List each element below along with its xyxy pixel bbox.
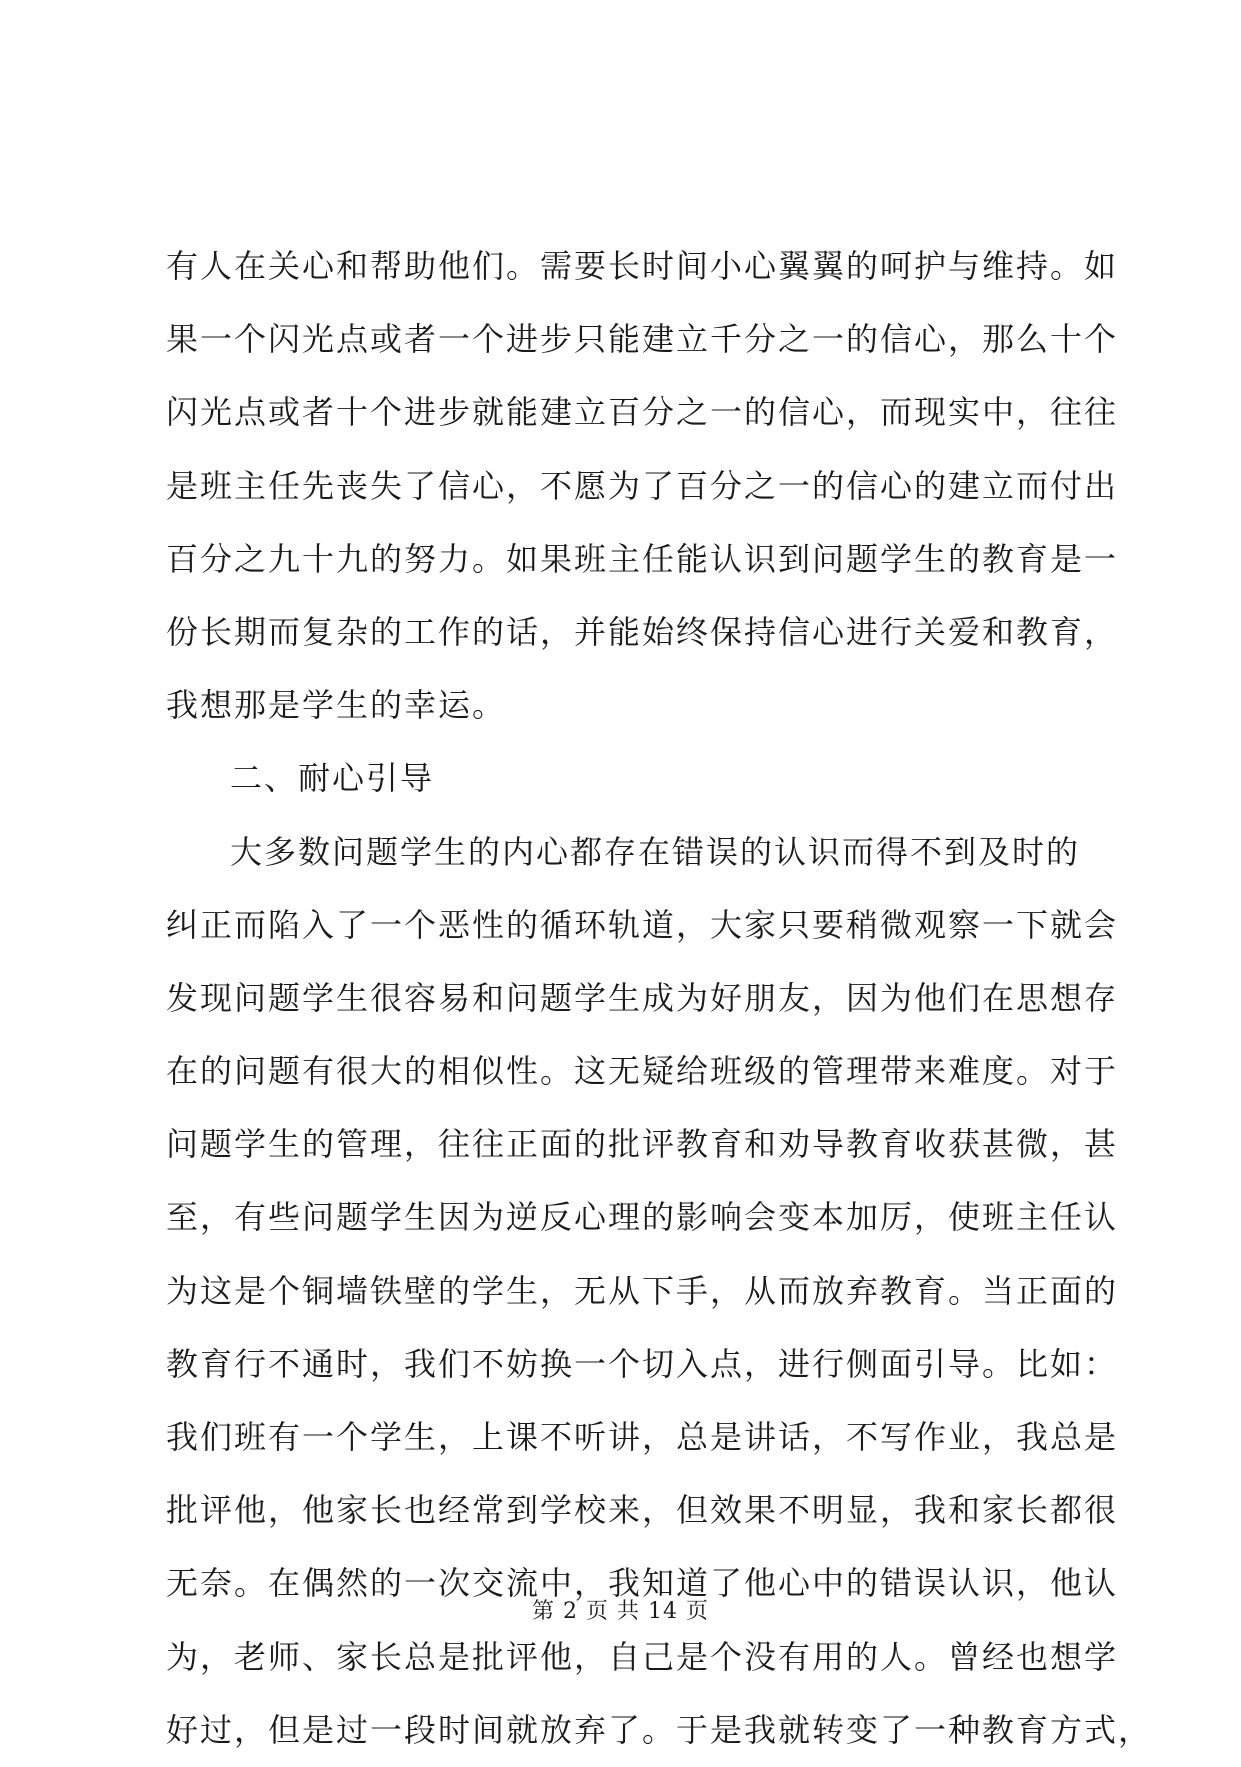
text-line: 问题学生的管理，往往正面的批评教育和劝导教育收获甚微，甚 <box>166 1125 1119 1164</box>
text-line: 教育行不通时，我们不妨换一个切入点，进行侧面引导。比如： <box>166 1344 1119 1383</box>
body-text <box>166 230 1153 1767</box>
section-heading: 二、耐心引导 <box>230 759 435 798</box>
text-line: 我想那是学生的幸运。 <box>166 686 507 725</box>
text-line: 闪光点或者十个进步就能建立百分之一的信心，而现实中，往往 <box>166 393 1119 432</box>
text-line: 为这是个铜墙铁壁的学生，无从下手，从而放弃教育。当正面的 <box>166 1271 1119 1310</box>
text-line: 纠正而陷入了一个恶性的循环轨道，大家只要稍微观察一下就会 <box>166 905 1119 944</box>
text-line: 大多数问题学生的内心都存在错误的认识而得不到及时的 <box>230 832 1081 871</box>
text-line: 批评他，他家长也经常到学校来，但效果不明显，我和家长都很 <box>166 1491 1119 1530</box>
page-footer: 第 2 页 共 14 页 <box>532 1599 709 1624</box>
text-line: 至，有些问题学生因为逆反心理的影响会变本加厉，使班主任认 <box>166 1198 1119 1237</box>
text-line: 无奈。在偶然的一次交流中，我知道了他心中的错误认识，他认 <box>166 1564 1119 1603</box>
text-line: 果一个闪光点或者一个进步只能建立千分之一的信心，那么十个 <box>166 320 1119 359</box>
text-line: 发现问题学生很容易和问题学生成为好朋友，因为他们在思想存 <box>166 978 1119 1017</box>
text-line: 份长期而复杂的工作的话，并能始终保持信心进行关爱和教育， <box>166 612 1119 651</box>
text-line: 好过，但是过一段时间就放弃了。于是我就转变了一种教育方式， <box>166 1710 1153 1749</box>
text-line: 在的问题有很大的相似性。这无疑给班级的管理带来难度。对于 <box>166 1052 1119 1091</box>
text-line: 有人在关心和帮助他们。需要长时间小心翼翼的呵护与维持。如 <box>166 247 1119 285</box>
text-line: 百分之九十九的努力。如果班主任能认识到问题学生的教育是一 <box>166 539 1119 578</box>
text-line: 为，老师、家长总是批评他，自己是个没有用的人。曾经也想学 <box>166 1637 1119 1676</box>
text-line: 我们班有一个学生，上课不听讲，总是讲话，不写作业，我总是 <box>166 1418 1119 1456</box>
text-line: 是班主任先丧失了信心，不愿为了百分之一的信心的建立而付出 <box>166 466 1119 505</box>
